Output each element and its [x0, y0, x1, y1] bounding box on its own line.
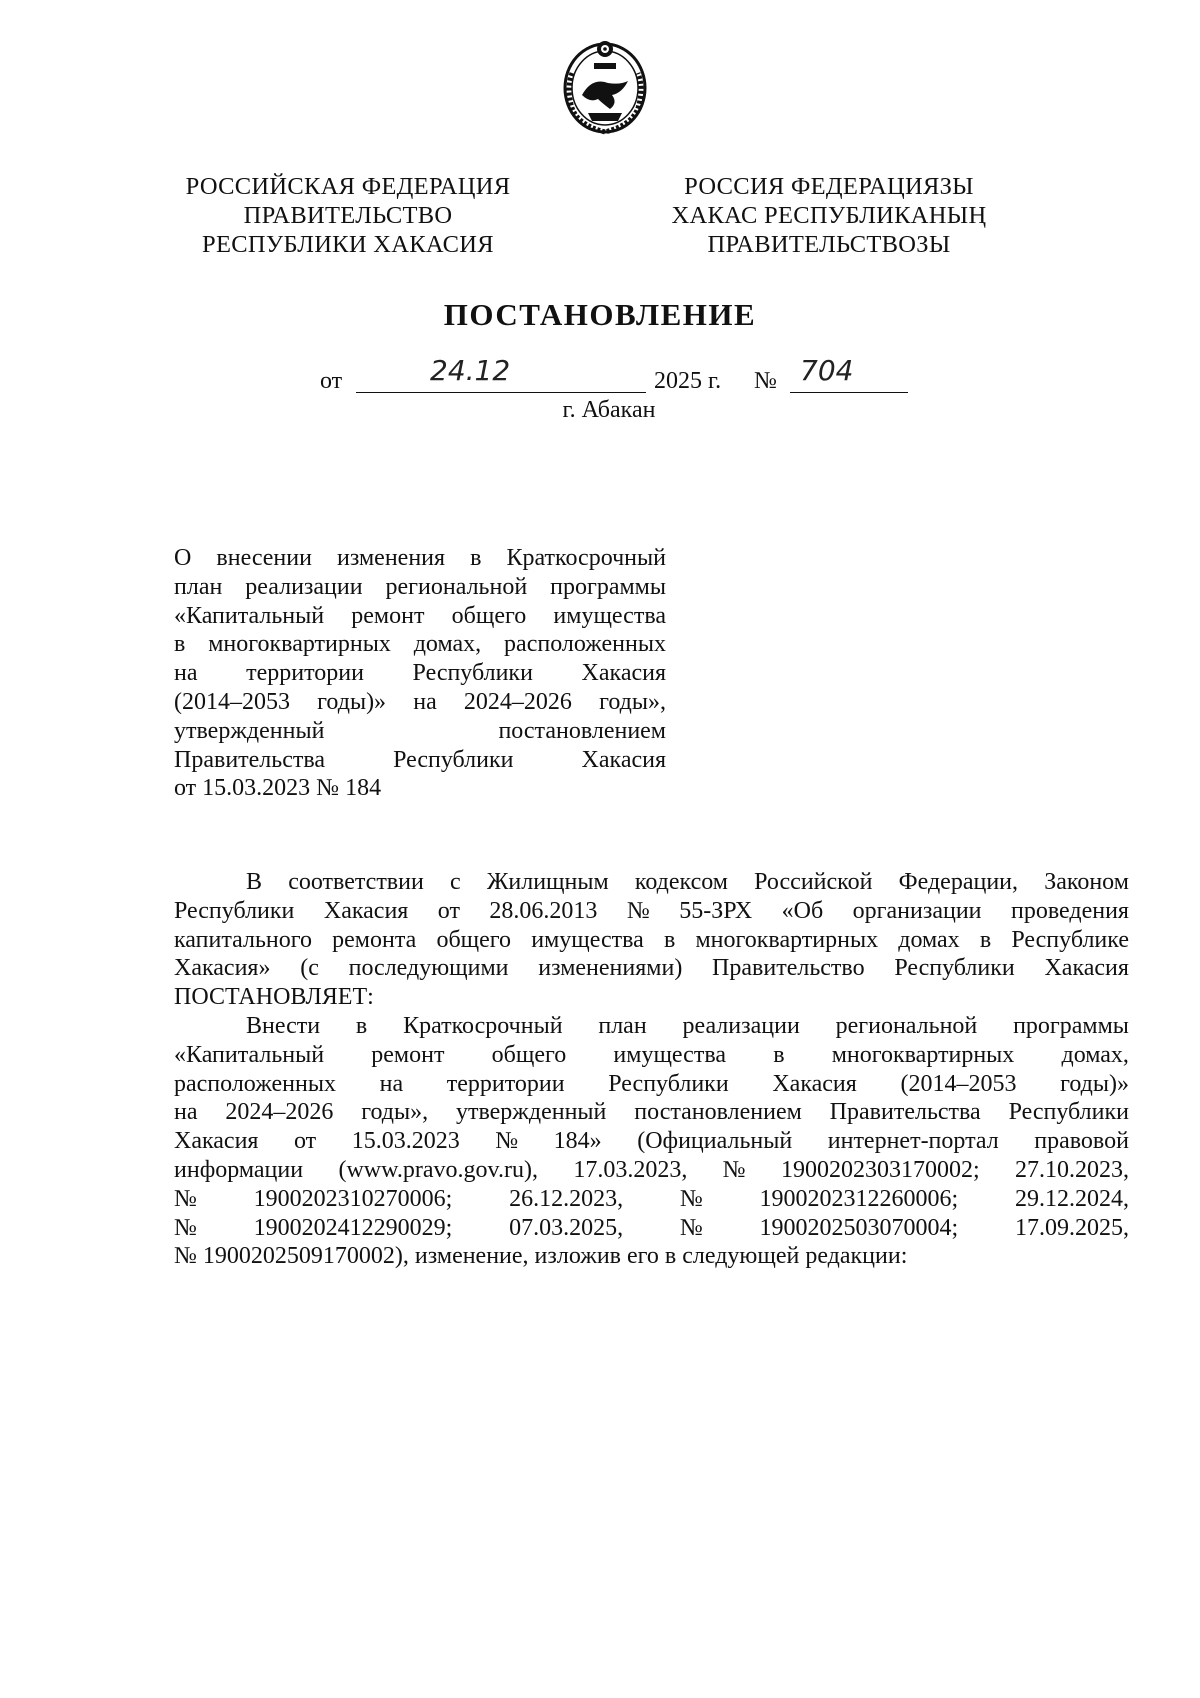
subject-line: в многоквартирных домах, расположенных: [174, 631, 666, 658]
subject-block: [174, 544, 666, 803]
city-name: г. Абакан: [562, 397, 656, 423]
khakassia-coat-of-arms-icon: [558, 33, 652, 139]
header-left-line-3: РЕСПУБЛИКИ ХАКАСИЯ: [202, 231, 494, 258]
body-line: № 1900202509170002), изменение, изложив его в следующей редакции:: [174, 1243, 908, 1270]
body-line: «Капитальный ремонт общего имущества в многоквартирных домах,: [174, 1041, 1129, 1068]
header-right-line-1: РОССИЯ ФЕДЕРАЦИЯЗЫ: [684, 173, 974, 200]
subject-line: Правительства Республики Хакасия: [174, 746, 666, 773]
body-line: № 1900202310270006; 26.12.2023, № 1900202312260006; 29.12.2024,: [174, 1185, 1129, 1212]
body-line: расположенных на территории Республики Хакасия (2014–2053 годы)»: [174, 1070, 1129, 1097]
subject-line: О внесении изменения в Краткосрочный: [174, 545, 666, 571]
body-line: Внести в Краткосрочный план реализации региональной программы: [246, 1012, 1129, 1039]
body-text: [174, 868, 1129, 1271]
date-underline: [356, 392, 646, 393]
handwritten-date: 24.12: [430, 354, 511, 387]
header-right-block: [639, 172, 1019, 259]
header-left-line-2: ПРАВИТЕЛЬСТВО: [243, 202, 453, 229]
body-line: информации (www.pravo.gov.ru), 17.03.2023, № 1900202303170002; 27.10.2023,: [174, 1156, 1129, 1183]
body-line: Республики Хакасия от 28.06.2013 № 55-ЗРХ «Об организации проведения: [174, 897, 1129, 924]
header-right-line-3: ПРАВИТЕЛЬСТВОЗЫ: [707, 231, 951, 258]
subject-line: план реализации региональной программы: [174, 573, 666, 600]
date-from-label: от: [320, 368, 343, 394]
header-left-block: [158, 172, 538, 259]
subject-line: утвержденный постановлением: [174, 717, 666, 744]
number-underline: [790, 392, 908, 393]
subject-line: (2014–2053 годы)» на 2024–2026 годы»,: [174, 688, 666, 715]
header-left-line-1: РОССИЙСКАЯ ФЕДЕРАЦИЯ: [185, 173, 511, 200]
body-line: Хакасия» (с последующими изменениями) Правительство Республики Хакасия: [174, 955, 1129, 982]
subject-line: на территории Республики Хакасия: [174, 660, 666, 687]
body-line: ПОСТАНОВЛЯЕТ:: [174, 984, 374, 1011]
number-label: №: [754, 368, 777, 394]
body-line: В соответствии с Жилищным кодексом Российской Федерации, Законом: [246, 869, 1129, 895]
paragraph-1: [174, 868, 1129, 1012]
subject-line: от 15.03.2023 № 184: [174, 775, 382, 802]
body-line: Хакасия от 15.03.2023 № 184» (Официальный интернет-портал правовой: [174, 1128, 1129, 1155]
body-line: на 2024–2026 годы», утвержденный постановлением Правительства Республики: [174, 1099, 1129, 1126]
paragraph-2: [174, 1012, 1129, 1271]
date-year: 2025 г.: [654, 368, 722, 394]
handwritten-number: 704: [800, 354, 854, 387]
subject-line: «Капитальный ремонт общего имущества: [174, 602, 666, 629]
body-line: № 1900202412290029; 07.03.2025, № 1900202503070004; 17.09.2025,: [174, 1214, 1129, 1241]
header-right-line-2: ХАКАС РЕСПУБЛИКАНЫҢ: [671, 202, 987, 229]
body-line: капитального ремонта общего имущества в многоквартирных домах в Республике: [174, 926, 1129, 953]
document-title: ПОСТАНОВЛЕНИЕ: [443, 297, 757, 332]
